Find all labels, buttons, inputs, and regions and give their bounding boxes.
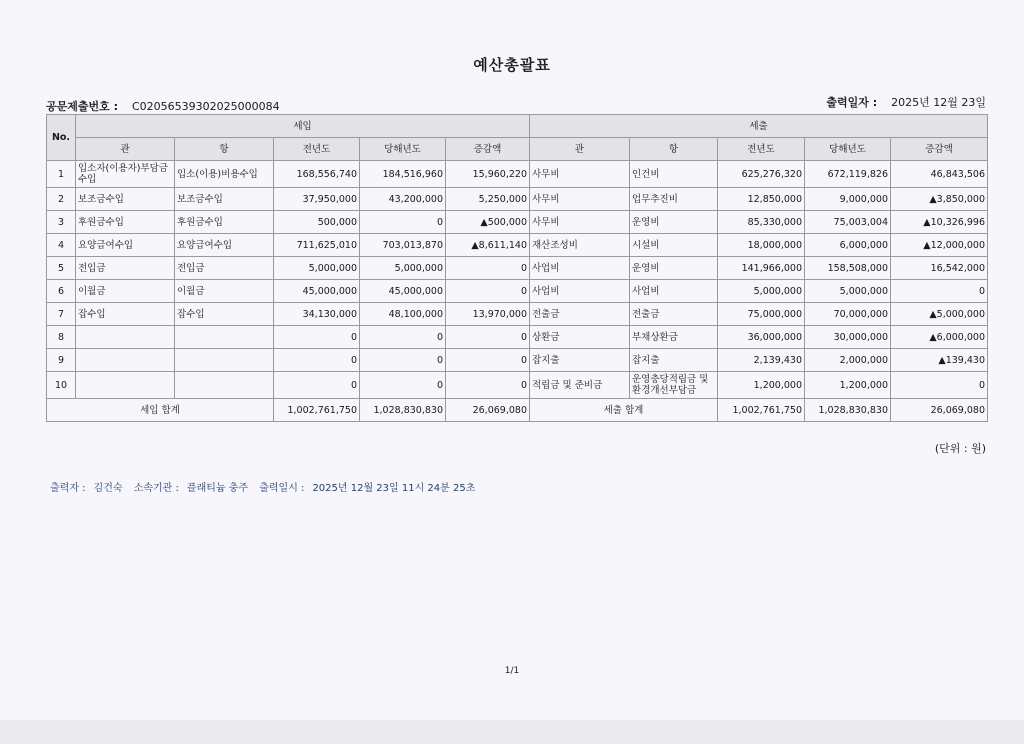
income-gwan: 잡수입: [76, 303, 175, 326]
row-no: 9: [47, 349, 76, 372]
doc-number-label: 공문제출번호 :: [46, 100, 118, 113]
income-diff: 5,250,000: [446, 188, 530, 211]
income-gwan: 후원금수입: [76, 211, 175, 234]
income-curr: 184,516,960: [360, 161, 446, 188]
expense-hang: 업무추진비: [630, 188, 718, 211]
income-diff: 15,960,220: [446, 161, 530, 188]
income-curr: 0: [360, 349, 446, 372]
expense-hang-header: 항: [630, 138, 718, 161]
expense-gwan: 잡지출: [530, 349, 630, 372]
expense-prev: 85,330,000: [718, 211, 805, 234]
income-prev: 0: [274, 372, 360, 399]
page-title: 예산총괄표: [473, 56, 551, 74]
expense-gwan: 재산조성비: [530, 234, 630, 257]
income-hang: 전입금: [175, 257, 274, 280]
table-row: [47, 211, 988, 234]
printer-label: 출력자 :: [50, 483, 86, 494]
income-prev: 0: [274, 349, 360, 372]
row-no: 2: [47, 188, 76, 211]
table-row: [47, 349, 988, 372]
expense-diff: ▲5,000,000: [891, 303, 988, 326]
income-diff: 0: [446, 326, 530, 349]
income-gwan: 전입금: [76, 257, 175, 280]
income-gwan: 요양급여수입: [76, 234, 175, 257]
expense-gwan: 전출금: [530, 303, 630, 326]
expense-curr: 158,508,000: [805, 257, 891, 280]
expense-prev: 36,000,000: [718, 326, 805, 349]
expense-diff: 0: [891, 280, 988, 303]
expense-diff: ▲139,430: [891, 349, 988, 372]
income-total-diff: 26,069,080: [446, 399, 530, 422]
income-gwan-header: 관: [76, 138, 175, 161]
output-date-label: 출력일자 :: [826, 96, 878, 109]
expense-header: 세출: [530, 115, 988, 138]
output-date-value: 2025년 12월 23일: [891, 96, 986, 109]
expense-hang: 운영비: [630, 211, 718, 234]
income-hang-header: 항: [175, 138, 274, 161]
income-diff: 0: [446, 349, 530, 372]
budget-summary-table: [46, 114, 988, 422]
table-row: [47, 161, 988, 188]
row-no: 6: [47, 280, 76, 303]
expense-hang: 운영충당적립금 및 환경개선부담금: [630, 372, 718, 399]
table-header-row: [47, 115, 988, 138]
income-gwan: [76, 349, 175, 372]
income-gwan: [76, 326, 175, 349]
expense-diff: ▲3,850,000: [891, 188, 988, 211]
row-no: 3: [47, 211, 76, 234]
income-diff-header: 증감액: [446, 138, 530, 161]
expense-diff-header: 증감액: [891, 138, 988, 161]
unit-note: (단위 : 원): [934, 442, 986, 455]
income-hang: 입소(이용)비용수입: [175, 161, 274, 188]
expense-prev: 1,200,000: [718, 372, 805, 399]
income-hang: 후원금수입: [175, 211, 274, 234]
expense-curr: 9,000,000: [805, 188, 891, 211]
income-total-prev: 1,002,761,750: [274, 399, 360, 422]
expense-diff: ▲12,000,000: [891, 234, 988, 257]
income-hang: 잡수입: [175, 303, 274, 326]
expense-curr: 30,000,000: [805, 326, 891, 349]
table-subheader-row: [47, 138, 988, 161]
expense-prev: 2,139,430: [718, 349, 805, 372]
table-row: [47, 372, 988, 399]
income-diff: 0: [446, 280, 530, 303]
income-hang: 요양급여수입: [175, 234, 274, 257]
row-no: 4: [47, 234, 76, 257]
print-datetime: 2025년 12월 23일 11시 24분 25초: [312, 483, 476, 494]
expense-prev: 141,966,000: [718, 257, 805, 280]
income-curr: 43,200,000: [360, 188, 446, 211]
expense-gwan: 사무비: [530, 188, 630, 211]
print-footer: [50, 479, 483, 494]
income-diff: 13,970,000: [446, 303, 530, 326]
expense-hang: 사업비: [630, 280, 718, 303]
income-curr: 5,000,000: [360, 257, 446, 280]
printer-name: 김건숙: [93, 483, 123, 494]
org-label: 소속기관 :: [133, 483, 179, 494]
income-diff: 0: [446, 257, 530, 280]
income-header: 세입: [76, 115, 530, 138]
expense-diff: 46,843,506: [891, 161, 988, 188]
expense-diff: 16,542,000: [891, 257, 988, 280]
totals-row: [47, 399, 988, 422]
income-prev-header: 전년도: [274, 138, 360, 161]
expense-curr: 6,000,000: [805, 234, 891, 257]
expense-curr: 672,119,826: [805, 161, 891, 188]
doc-number-value: C02056539302025000084: [131, 100, 280, 113]
income-prev: 168,556,740: [274, 161, 360, 188]
no-header: No.: [47, 115, 76, 161]
income-prev: 500,000: [274, 211, 360, 234]
row-no: 1: [47, 161, 76, 188]
income-curr: 703,013,870: [360, 234, 446, 257]
income-gwan: 이월금: [76, 280, 175, 303]
expense-gwan: 적립금 및 준비금: [530, 372, 630, 399]
scan-edge: [0, 720, 1024, 744]
expense-diff: 0: [891, 372, 988, 399]
income-gwan: [76, 372, 175, 399]
table-row: [47, 188, 988, 211]
expense-total-curr: 1,028,830,830: [805, 399, 891, 422]
table-row: [47, 257, 988, 280]
table-row: [47, 326, 988, 349]
row-no: 10: [47, 372, 76, 399]
expense-curr: 5,000,000: [805, 280, 891, 303]
expense-prev: 625,276,320: [718, 161, 805, 188]
table-row: [47, 280, 988, 303]
expense-gwan-header: 관: [530, 138, 630, 161]
expense-prev: 18,000,000: [718, 234, 805, 257]
income-hang: [175, 326, 274, 349]
income-hang: [175, 349, 274, 372]
expense-hang: 시설비: [630, 234, 718, 257]
table-row: [47, 303, 988, 326]
income-curr: 0: [360, 326, 446, 349]
expense-prev: 12,850,000: [718, 188, 805, 211]
income-prev: 0: [274, 326, 360, 349]
expense-gwan: 사업비: [530, 257, 630, 280]
income-diff: ▲8,611,140: [446, 234, 530, 257]
doc-number: [46, 98, 280, 114]
expense-hang: 잡지출: [630, 349, 718, 372]
table-row: [47, 234, 988, 257]
income-prev: 37,950,000: [274, 188, 360, 211]
income-hang: 이월금: [175, 280, 274, 303]
income-prev: 45,000,000: [274, 280, 360, 303]
expense-curr: 2,000,000: [805, 349, 891, 372]
expense-total-diff: 26,069,080: [891, 399, 988, 422]
income-hang: [175, 372, 274, 399]
expense-total-prev: 1,002,761,750: [718, 399, 805, 422]
income-hang: 보조금수입: [175, 188, 274, 211]
row-no: 7: [47, 303, 76, 326]
expense-prev-header: 전년도: [718, 138, 805, 161]
expense-diff: ▲10,326,996: [891, 211, 988, 234]
org-name: 플래티늄 충주: [186, 483, 249, 494]
expense-curr-header: 당해년도: [805, 138, 891, 161]
income-prev: 711,625,010: [274, 234, 360, 257]
income-curr-header: 당해년도: [360, 138, 446, 161]
page-number: 1/1: [504, 666, 520, 676]
expense-hang: 인건비: [630, 161, 718, 188]
expense-gwan: 사무비: [530, 161, 630, 188]
row-no: 8: [47, 326, 76, 349]
expense-hang: 운영비: [630, 257, 718, 280]
income-diff: 0: [446, 372, 530, 399]
datetime-label: 출력일시 :: [259, 483, 305, 494]
income-curr: 45,000,000: [360, 280, 446, 303]
income-curr: 0: [360, 211, 446, 234]
output-date: [826, 94, 986, 110]
expense-gwan: 사무비: [530, 211, 630, 234]
income-prev: 5,000,000: [274, 257, 360, 280]
income-curr: 0: [360, 372, 446, 399]
income-total-label: 세입 합계: [47, 399, 274, 422]
expense-prev: 75,000,000: [718, 303, 805, 326]
income-total-curr: 1,028,830,830: [360, 399, 446, 422]
expense-total-label: 세출 합계: [530, 399, 718, 422]
expense-curr: 1,200,000: [805, 372, 891, 399]
expense-hang: 부채상환금: [630, 326, 718, 349]
income-gwan: 입소자(이용자)부담금수입: [76, 161, 175, 188]
income-gwan: 보조금수입: [76, 188, 175, 211]
expense-curr: 70,000,000: [805, 303, 891, 326]
expense-gwan: 사업비: [530, 280, 630, 303]
row-no: 5: [47, 257, 76, 280]
expense-diff: ▲6,000,000: [891, 326, 988, 349]
income-prev: 34,130,000: [274, 303, 360, 326]
expense-hang: 전출금: [630, 303, 718, 326]
income-curr: 48,100,000: [360, 303, 446, 326]
expense-gwan: 상환금: [530, 326, 630, 349]
expense-curr: 75,003,004: [805, 211, 891, 234]
income-diff: ▲500,000: [446, 211, 530, 234]
expense-prev: 5,000,000: [718, 280, 805, 303]
